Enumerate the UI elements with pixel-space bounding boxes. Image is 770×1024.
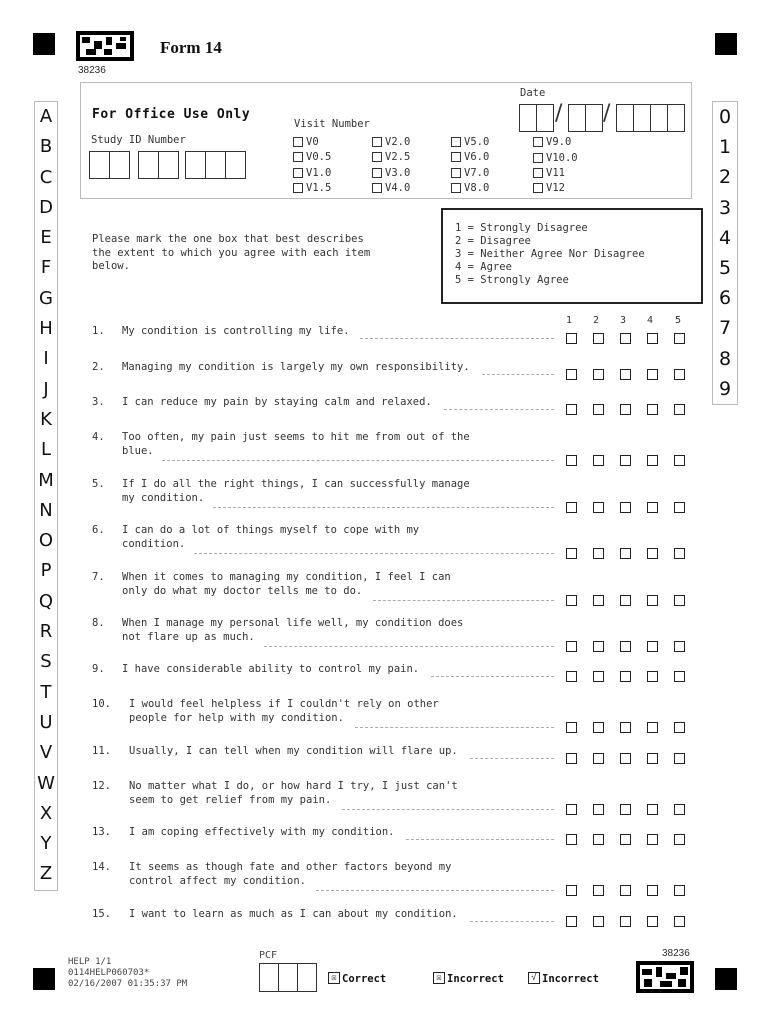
letter-index: L	[40, 439, 52, 461]
office-use-title: For Office Use Only	[92, 107, 251, 122]
response-checkbox-1[interactable]	[566, 671, 577, 682]
legend-item: 4 = Agree	[455, 261, 512, 273]
study-id-label: Study ID Number	[91, 134, 186, 146]
response-checkbox-5[interactable]	[674, 722, 685, 733]
leader-line	[406, 839, 554, 840]
letter-index: N	[39, 499, 53, 521]
letter-index: C	[39, 166, 53, 188]
form-code-bottom	[636, 961, 694, 993]
response-checkbox-4[interactable]	[647, 333, 658, 344]
letter-index: Q	[38, 590, 54, 612]
question-number: 15.	[92, 908, 111, 920]
response-checkbox-3[interactable]	[620, 502, 631, 513]
response-checkbox-2[interactable]	[593, 595, 604, 606]
response-checkbox-4[interactable]	[647, 641, 658, 652]
instructions-text: Please mark the one box that best describes the extent to which you agree with each item below.	[92, 233, 371, 272]
letter-index: A	[39, 106, 53, 127]
visit-option[interactable]: V7.0	[451, 167, 489, 179]
visit-option[interactable]: V8.0	[451, 182, 489, 194]
response-checkbox-3[interactable]	[620, 548, 631, 559]
leader-line	[360, 338, 554, 339]
leader-line	[213, 507, 554, 508]
legend-item: 2 = Disagree	[455, 235, 531, 247]
letter-index: S	[40, 651, 52, 673]
digit-index: 2	[718, 166, 732, 189]
response-checkbox-3[interactable]	[620, 885, 631, 896]
response-checkbox-3[interactable]	[620, 834, 631, 845]
checkbox-icon	[451, 152, 461, 162]
question-text: If I do all the right things, I can successfully manage my condition.	[122, 478, 470, 504]
question-text: I have considerable ability to control my pain.	[122, 663, 420, 675]
response-checkbox-2[interactable]	[593, 369, 604, 380]
response-checkbox-1[interactable]	[566, 916, 577, 927]
response-checkbox-1[interactable]	[566, 369, 577, 380]
response-checkbox-3[interactable]	[620, 333, 631, 344]
question-number: 3.	[92, 396, 105, 408]
question-number: 9.	[92, 663, 105, 675]
letter-index: X	[39, 802, 53, 824]
response-checkbox-5[interactable]	[674, 548, 685, 559]
checkbox-icon	[533, 168, 543, 178]
question-number: 14.	[92, 861, 111, 873]
date-separator-1: /	[555, 101, 563, 126]
checkbox-icon	[451, 137, 461, 147]
response-checkbox-1[interactable]	[566, 722, 577, 733]
response-checkbox-5[interactable]	[674, 885, 685, 896]
scale-header-1: 1	[565, 315, 573, 326]
checkbox-icon	[293, 183, 303, 193]
question-text: My condition is controlling my life.	[122, 325, 350, 337]
response-checkbox-4[interactable]	[647, 369, 658, 380]
visit-option[interactable]: V12	[533, 182, 565, 194]
leader-line	[444, 409, 554, 410]
response-checkbox-5[interactable]	[674, 369, 685, 380]
question-number: 4.	[92, 431, 105, 443]
response-checkbox-4[interactable]	[647, 722, 658, 733]
response-checkbox-2[interactable]	[593, 404, 604, 415]
question-text: Too often, my pain just seems to hit me from out of the blue.	[122, 431, 470, 457]
visit-option[interactable]: V0.5	[293, 151, 331, 163]
digit-index: 1	[718, 136, 732, 159]
response-checkbox-2[interactable]	[593, 916, 604, 927]
letter-index: M	[38, 469, 54, 491]
leader-line	[342, 809, 554, 810]
question-number: 1.	[92, 325, 105, 337]
response-checkbox-5[interactable]	[674, 753, 685, 764]
letter-index: G	[39, 287, 53, 309]
letter-index: H	[39, 318, 53, 340]
form-title: Form 14	[160, 38, 222, 57]
response-checkbox-2[interactable]	[593, 333, 604, 344]
response-checkbox-1[interactable]	[566, 455, 577, 466]
visit-option[interactable]: V0	[293, 136, 319, 148]
question-text: I am coping effectively with my condition.	[129, 826, 395, 838]
response-checkbox-5[interactable]	[674, 333, 685, 344]
response-checkbox-2[interactable]	[593, 502, 604, 513]
pcf-label: PCF	[259, 950, 278, 961]
question-text: When I manage my personal life well, my condition does not flare up as much.	[122, 617, 464, 643]
letter-index: T	[40, 681, 52, 703]
letter-index: B	[39, 136, 53, 158]
digit-index: 0	[718, 106, 732, 128]
question-text: No matter what I do, or how hard I try, I just can't seem to get relief from my pain.	[129, 780, 458, 806]
response-checkbox-3[interactable]	[620, 753, 631, 764]
response-checkbox-2[interactable]	[593, 671, 604, 682]
response-checkbox-4[interactable]	[647, 548, 658, 559]
form-id-bottom: 38236	[662, 948, 690, 959]
question-text: Managing my condition is largely my own responsibility.	[122, 361, 470, 373]
response-checkbox-4[interactable]	[647, 404, 658, 415]
date-day-box[interactable]	[568, 104, 603, 132]
incorrect-example-2: √ Incorrect	[528, 967, 599, 986]
response-checkbox-5[interactable]	[674, 595, 685, 606]
date-year-box[interactable]	[616, 104, 685, 132]
letter-index: R	[39, 621, 53, 643]
response-checkbox-3[interactable]	[620, 916, 631, 927]
study-id-box-2[interactable]	[138, 151, 179, 179]
question-number: 11.	[92, 745, 111, 757]
visit-option[interactable]: V2.0	[372, 136, 410, 148]
date-month-box[interactable]	[519, 104, 554, 132]
letter-index: Y	[40, 833, 52, 855]
response-checkbox-2[interactable]	[593, 834, 604, 845]
scale-header-5: 5	[674, 315, 682, 326]
visit-option[interactable]: V5.0	[451, 136, 489, 148]
checkbox-icon	[451, 168, 461, 178]
digit-index: 3	[718, 196, 732, 219]
question-text: It seems as though fate and other factors beyond my control affect my condition.	[129, 861, 452, 887]
letter-index: U	[39, 711, 53, 733]
response-checkbox-4[interactable]	[647, 885, 658, 896]
response-checkbox-1[interactable]	[566, 595, 577, 606]
question-number: 12.	[92, 780, 111, 792]
leader-line	[264, 646, 554, 647]
response-checkbox-1[interactable]	[566, 548, 577, 559]
checkbox-icon	[293, 137, 303, 147]
question-text: When it comes to managing my condition, I feel I can only do what my doctor tells me to do.	[122, 571, 451, 597]
response-checkbox-5[interactable]	[674, 916, 685, 927]
visit-option[interactable]: V11	[533, 167, 565, 179]
response-checkbox-1[interactable]	[566, 804, 577, 815]
response-checkbox-1[interactable]	[566, 641, 577, 652]
date-label: Date	[520, 87, 546, 99]
question-number: 2.	[92, 361, 105, 373]
footer-batch-code: 0114HELP060703*	[68, 968, 150, 978]
registration-mark-bottom-right	[715, 968, 737, 990]
digit-index: 7	[718, 317, 732, 340]
response-checkbox-1[interactable]	[566, 834, 577, 845]
registration-mark-top-left	[33, 33, 55, 55]
question-text: I can reduce my pain by staying calm and relaxed.	[122, 396, 432, 408]
digit-index: 5	[718, 256, 732, 279]
footer-timestamp: 02/16/2007 01:35:37 PM	[68, 979, 188, 989]
question-text: I would feel helpless if I couldn't rely on other people for help with my condition.	[129, 698, 439, 724]
question-number: 8.	[92, 617, 105, 629]
letter-index: O	[38, 530, 54, 552]
checkbox-icon	[293, 152, 303, 162]
letter-index: W	[37, 772, 55, 794]
response-checkbox-3[interactable]	[620, 641, 631, 652]
check-mark-icon: √	[528, 972, 540, 984]
visit-option[interactable]: V3.0	[372, 167, 410, 179]
response-checkbox-5[interactable]	[674, 404, 685, 415]
response-checkbox-3[interactable]	[620, 671, 631, 682]
legend-item: 5 = Strongly Agree	[455, 274, 569, 286]
response-checkbox-2[interactable]	[593, 548, 604, 559]
question-number: 10.	[92, 698, 111, 710]
letter-index: Z	[39, 863, 53, 885]
response-checkbox-4[interactable]	[647, 455, 658, 466]
response-checkbox-2[interactable]	[593, 722, 604, 733]
checkbox-icon	[372, 137, 382, 147]
scale-header-2: 2	[592, 315, 600, 326]
response-checkbox-4[interactable]	[647, 834, 658, 845]
response-checkbox-5[interactable]	[674, 641, 685, 652]
form-id-top: 38236	[78, 65, 106, 76]
response-checkbox-3[interactable]	[620, 722, 631, 733]
registration-mark-bottom-left	[33, 968, 55, 990]
digit-index-strip	[712, 101, 738, 405]
leader-line	[470, 758, 554, 759]
visit-option[interactable]: V10.0	[533, 152, 578, 164]
letter-index: D	[39, 196, 53, 218]
letter-index: E	[40, 227, 52, 249]
x-mark-icon: ☒	[328, 972, 340, 984]
digit-index: 8	[718, 347, 732, 370]
response-checkbox-3[interactable]	[620, 404, 631, 415]
checkbox-icon	[533, 183, 543, 193]
response-checkbox-5[interactable]	[674, 455, 685, 466]
response-checkbox-1[interactable]	[566, 502, 577, 513]
response-checkbox-2[interactable]	[593, 753, 604, 764]
response-checkbox-1[interactable]	[566, 333, 577, 344]
checkbox-icon	[533, 153, 543, 163]
form-code-top	[76, 31, 134, 61]
x-mark-icon: ☒	[433, 972, 445, 984]
leader-line	[194, 553, 554, 554]
question-text: Usually, I can tell when my condition will flare up.	[129, 745, 458, 757]
question-number: 6.	[92, 524, 105, 536]
response-checkbox-3[interactable]	[620, 595, 631, 606]
scale-header-3: 3	[619, 315, 627, 326]
letter-index: F	[40, 257, 52, 279]
checkbox-icon	[451, 183, 461, 193]
response-checkbox-2[interactable]	[593, 455, 604, 466]
question-text: I can do a lot of things myself to cope with my condition.	[122, 524, 420, 550]
response-checkbox-4[interactable]	[647, 502, 658, 513]
correct-example: ☒ Correct	[328, 967, 386, 986]
response-checkbox-5[interactable]	[674, 834, 685, 845]
question-number: 5.	[92, 478, 105, 490]
digit-index: 4	[718, 226, 732, 249]
visit-option[interactable]: V1.0	[293, 167, 331, 179]
leader-line	[431, 676, 554, 677]
date-separator-2: /	[603, 101, 611, 126]
checkbox-icon	[372, 183, 382, 193]
question-number: 13.	[92, 826, 111, 838]
checkbox-icon	[293, 168, 303, 178]
response-checkbox-1[interactable]	[566, 753, 577, 764]
response-checkbox-3[interactable]	[620, 369, 631, 380]
leader-line	[373, 600, 554, 601]
response-checkbox-4[interactable]	[647, 753, 658, 764]
visit-option[interactable]: V1.5	[293, 182, 331, 194]
response-checkbox-5[interactable]	[674, 502, 685, 513]
response-checkbox-5[interactable]	[674, 804, 685, 815]
response-checkbox-4[interactable]	[647, 916, 658, 927]
visit-option[interactable]: V6.0	[451, 151, 489, 163]
checkbox-icon	[533, 137, 543, 147]
study-id-box-1[interactable]	[89, 151, 130, 179]
leader-line	[482, 374, 554, 375]
checkbox-icon	[372, 152, 382, 162]
registration-mark-top-right	[715, 33, 737, 55]
question-number: 7.	[92, 571, 105, 583]
response-checkbox-2[interactable]	[593, 641, 604, 652]
response-checkbox-3[interactable]	[620, 455, 631, 466]
visit-option[interactable]: V2.5	[372, 151, 410, 163]
pcf-boxes[interactable]	[259, 963, 317, 992]
response-checkbox-1[interactable]	[566, 885, 577, 896]
leader-line	[162, 460, 554, 461]
response-checkbox-1[interactable]	[566, 404, 577, 415]
visit-option[interactable]: V4.0	[372, 182, 410, 194]
scale-legend-box	[441, 208, 703, 304]
digit-index: 6	[718, 287, 732, 310]
legend-item: 1 = Strongly Disagree	[455, 222, 588, 234]
leader-line	[355, 727, 554, 728]
digit-index: 9	[718, 377, 732, 400]
scale-header-4: 4	[646, 315, 654, 326]
response-checkbox-4[interactable]	[647, 671, 658, 682]
checkbox-icon	[372, 168, 382, 178]
letter-index: I	[43, 348, 49, 370]
leader-line	[316, 890, 554, 891]
response-checkbox-2[interactable]	[593, 804, 604, 815]
response-checkbox-3[interactable]	[620, 804, 631, 815]
study-id-box-3[interactable]	[185, 151, 246, 179]
incorrect-example-1: ☒ Incorrect	[433, 967, 504, 986]
response-checkbox-2[interactable]	[593, 885, 604, 896]
response-checkbox-4[interactable]	[647, 595, 658, 606]
visit-option[interactable]: V9.0	[533, 136, 571, 148]
letter-index: K	[40, 408, 52, 430]
letter-index: P	[40, 560, 52, 582]
footer-form-code: HELP 1/1	[68, 957, 112, 967]
response-checkbox-5[interactable]	[674, 671, 685, 682]
leader-line	[470, 921, 554, 922]
letter-index: V	[39, 742, 53, 764]
question-text: I want to learn as much as I can about my condition.	[129, 908, 458, 920]
response-checkbox-4[interactable]	[647, 804, 658, 815]
letter-index-strip	[34, 101, 58, 891]
letter-index: J	[43, 378, 49, 400]
legend-item: 3 = Neither Agree Nor Disagree	[455, 248, 645, 260]
visit-number-label: Visit Number	[294, 118, 370, 130]
